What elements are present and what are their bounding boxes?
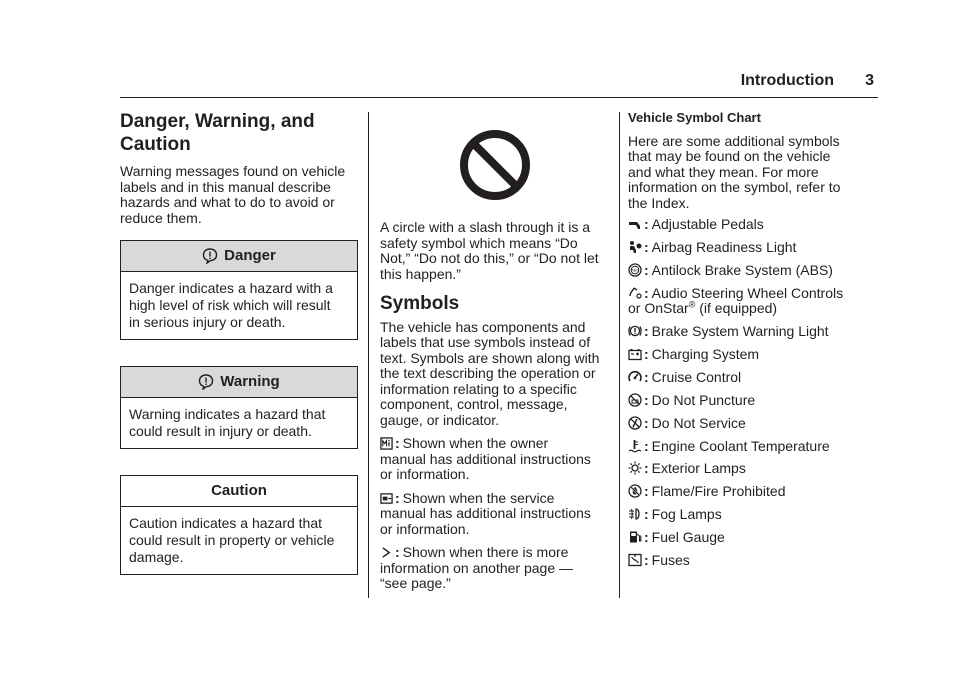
danger-box-header	[121, 241, 357, 272]
page-header	[120, 72, 878, 96]
symbol-label: Fuses	[651, 551, 690, 568]
symbol-label: Exterior Lamps	[651, 460, 746, 477]
airbag-readiness-icon	[628, 240, 642, 254]
warning-box-title: Warning	[220, 373, 280, 391]
fuel-pump-icon	[628, 530, 642, 544]
symbols-heading: Symbols	[380, 293, 460, 314]
symbol-label: Cruise Control	[651, 368, 742, 385]
warning-bubble-icon	[202, 248, 218, 264]
symbol-row	[628, 416, 878, 432]
symbol-label: Engine Coolant Temperature	[651, 437, 830, 454]
owner-manual-icon	[380, 437, 393, 450]
fog-lamp-icon	[628, 507, 642, 521]
do-not-service-icon	[628, 416, 642, 430]
symbol-label: Charging System	[651, 345, 760, 362]
symbol-label: Audio Steering Wheel Controls	[651, 284, 844, 301]
column-symbols	[380, 128, 610, 600]
danger-box-text: Danger indicates a hazard with a high level of risk which will result in serious injury or death.	[129, 280, 333, 330]
see-page-entry	[380, 545, 610, 592]
fuse-icon	[628, 553, 642, 567]
service-manual-entry	[380, 491, 610, 538]
warning-box-text: Warning indicates a hazard that could result in injury or death.	[129, 406, 326, 439]
symbol-row	[628, 461, 878, 477]
colon: :	[644, 368, 649, 385]
colon: :	[395, 435, 400, 451]
symbol-row	[628, 324, 878, 340]
section-heading: Danger, Warning, and Caution	[120, 111, 315, 155]
caution-box-title: Caution	[211, 482, 267, 500]
symbol-label-suffix: (if equipped)	[695, 300, 778, 317]
symbol-row	[628, 217, 878, 233]
audio-steering-controls-icon	[628, 286, 642, 300]
colon: :	[644, 323, 649, 340]
symbol-label: Adjustable Pedals	[651, 216, 764, 232]
no-symbol-icon	[458, 128, 532, 202]
symbol-row	[628, 286, 878, 317]
symbol-row	[628, 240, 878, 256]
colon: :	[644, 391, 649, 408]
colon: :	[644, 460, 649, 477]
colon: :	[395, 544, 400, 560]
no-symbol-text: A circle with a slash through it is a safety symbol which means “Do Not,” “Do not do this,” or “Do not let this happen.”	[380, 219, 599, 282]
registered-mark: ®	[688, 299, 696, 310]
warning-box-header	[121, 367, 357, 398]
header-rule	[120, 97, 878, 98]
symbol-label: Brake System Warning Light	[651, 323, 829, 340]
column-divider	[619, 112, 620, 598]
service-manual-text: Shown when the service manual has additional instructions or information.	[380, 489, 591, 537]
adjustable-pedals-icon	[628, 217, 642, 231]
column-vehicle-symbol-chart	[628, 110, 878, 576]
brake-warning-icon	[628, 324, 642, 338]
coolant-temperature-icon	[628, 439, 642, 453]
symbol-row	[628, 484, 878, 500]
colon: :	[644, 551, 649, 568]
colon: :	[644, 506, 649, 523]
symbol-label: Airbag Readiness Light	[651, 238, 797, 255]
colon: :	[644, 216, 649, 232]
colon: :	[644, 414, 649, 431]
symbol-row	[628, 393, 878, 409]
danger-box-title: Danger	[224, 247, 276, 265]
no-flame-icon	[628, 484, 642, 498]
colon: :	[395, 489, 400, 506]
abs-icon	[628, 263, 642, 277]
svg-text:ABS: ABS	[630, 267, 640, 273]
symbol-label: Do Not Puncture	[651, 391, 756, 408]
colon: :	[644, 437, 649, 454]
symbol-label: Fog Lamps	[651, 506, 722, 523]
owner-manual-entry	[380, 436, 610, 483]
colon: :	[644, 284, 649, 301]
battery-icon	[628, 347, 642, 361]
colon: :	[644, 483, 649, 500]
symbol-label: Do Not Service	[651, 414, 746, 431]
caution-box-header	[121, 476, 357, 507]
symbols-intro: The vehicle has components and labels that use symbols instead of text. Symbols are shown along with the text describing the operation or information relating to a specific component, control, message, gauge, or indicator.	[380, 318, 600, 428]
exterior-lamps-icon	[628, 461, 642, 475]
symbol-row	[628, 370, 878, 386]
vehicle-symbol-chart-intro: Here are some additional symbols that may be found on the vehicle and what they mean. For more information on the symbol, refer to the Index.	[628, 132, 841, 211]
symbol-label: Fuel Gauge	[651, 529, 725, 546]
colon: :	[644, 261, 649, 278]
symbol-row	[628, 347, 878, 363]
colon: :	[644, 238, 649, 255]
symbol-row	[628, 530, 878, 546]
vehicle-symbol-chart-title: Vehicle Symbol Chart	[628, 110, 761, 125]
colon: :	[644, 345, 649, 362]
header-title: Introduction	[740, 72, 834, 89]
warning-bubble-icon	[198, 374, 214, 390]
see-page-arrow-icon	[380, 546, 393, 559]
symbol-label: Flame/Fire Prohibited	[651, 483, 786, 500]
symbol-row	[628, 553, 878, 569]
cruise-control-icon	[628, 370, 642, 384]
see-page-text: Shown when there is more information on another page — “see page.”	[380, 544, 574, 591]
warnings-intro: Warning messages found on vehicle labels and in this manual describe hazards and what to do to avoid or reduce them.	[120, 163, 346, 226]
symbol-label-line2: or OnStar	[628, 300, 689, 317]
warning-box	[120, 366, 358, 449]
caution-box	[120, 475, 358, 575]
column-warnings	[120, 110, 358, 593]
danger-box	[120, 240, 358, 340]
symbol-row	[628, 507, 878, 523]
owner-manual-text: Shown when the owner manual has additional instructions or information.	[380, 435, 591, 482]
do-not-puncture-icon	[628, 393, 642, 407]
column-divider	[368, 112, 369, 598]
colon: :	[644, 529, 649, 546]
service-manual-icon	[380, 492, 393, 505]
symbol-row	[628, 439, 878, 455]
symbol-label: Antilock Brake System (ABS)	[651, 261, 833, 278]
caution-box-text: Caution indicates a hazard that could result in property or vehicle damage.	[129, 515, 335, 565]
page-number: 3	[865, 72, 874, 89]
symbol-row	[628, 263, 878, 279]
